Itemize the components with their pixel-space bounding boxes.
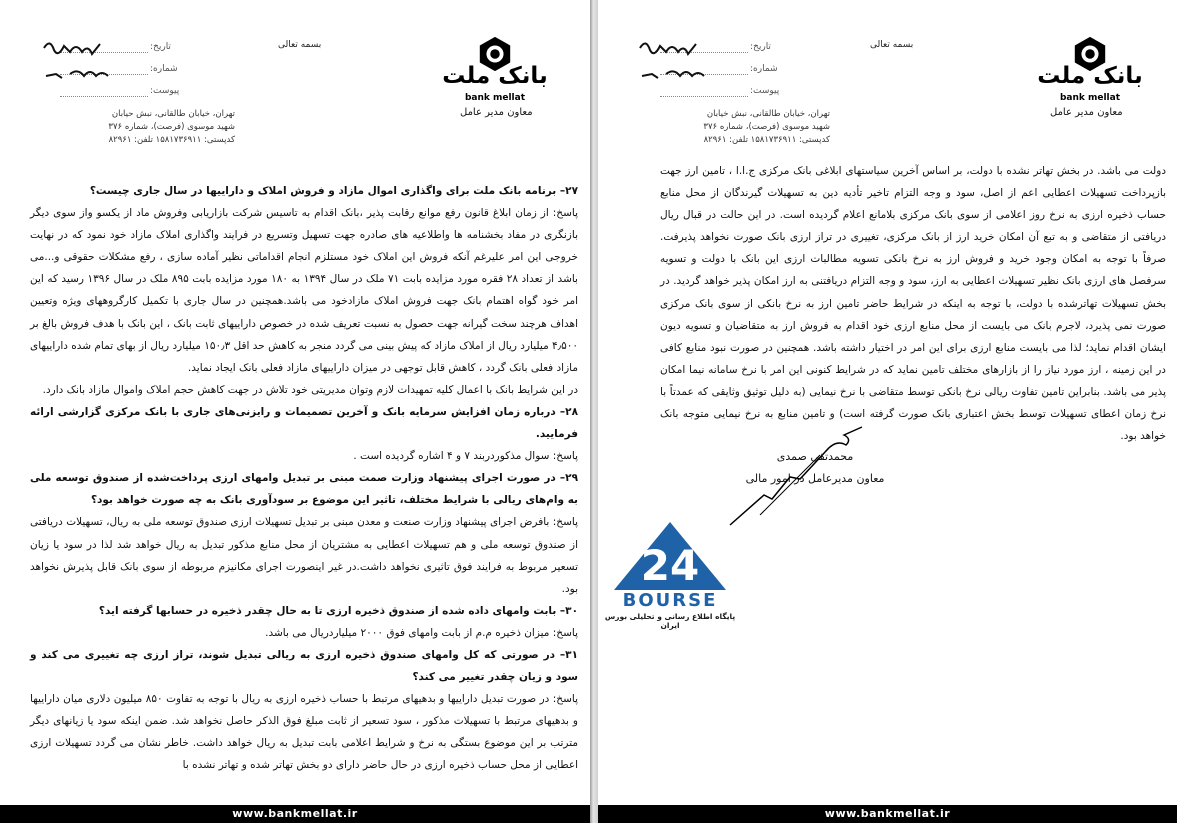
- address-line-2: شهید موسوی (فرصت)، شماره ۳۷۶: [108, 122, 235, 132]
- bank-name-en-right: bank mellat: [1059, 93, 1121, 103]
- basmala-right: بسمه تعالی: [870, 40, 914, 50]
- letter-body-left: [30, 180, 578, 777]
- address-block-right: [660, 108, 830, 147]
- address-line-3-right: کدپستی: ۱۵۸۱۷۳۶۹۱۱ تلفن: ۸۲۹۶۱: [703, 135, 830, 145]
- handwritten-reference-scribble: [40, 34, 135, 84]
- footer-url-bar: [0, 805, 590, 823]
- letter-page-right: [598, 0, 1177, 823]
- question-30: ۳۰– بابت وامهای داده شده از صندوق ذخیره ارزی تا به حال چقدر ذخیره در حسابها گرفته اید؟: [98, 604, 578, 617]
- number-label-right: شماره:: [750, 64, 778, 74]
- answer-31: پاسخ: در صورت تبدیل داراییها و بدهیهای مرتبط با حساب ذخیره ارزی به ریال با توجه به تفاوت ۸۵۰ میلیون دلاری میان داراییها و بدهیهای مرتبط با تسهیلات مذکور ، سود تسعیر از ثابت مبلغ فوق الذکر حاصل نخواهد شد. ضمن اینکه سود یا زیانهای دیگر مترتب بر این موضوع بستگی به نرخ و شرایط اعلامی بابت تبدیل به ریال خواهد داشت. خاطر نشان می گردد تسهیلات ارزی اعطایی از محل حساب ذخیره ارزی در حال حاضر دارای دو بخش تهاتر شده و تهاتر نشده با: [30, 693, 578, 772]
- bourse24-logo-mark: [610, 520, 730, 592]
- answer-30: پاسخ: میزان ذخیره م.م از بابت وامهای فوق ۲۰۰۰ میلیاردریال می باشد.: [265, 626, 578, 639]
- page-separator: [590, 0, 598, 823]
- footer-url-bar-right: [598, 805, 1177, 823]
- answer-27: پاسخ: از زمان ابلاغ قانون رفع موانع رقابت پذیر ،بانک اقدام به تاسیس شرکت بازاریابی وفروش ماد از یکسو واز سوی دیگر بازنگری در مفاد بخشنامه ها واطلاعیه های صادره جهت تسهیل وتسریع در فرایند واگذاری املاک مازاد خود نمود که در نهایت خروجی این امر علیرغم آنکه فروش این املاک خود مستلزم انجام اقداماتی نظیر آماده سازی ، رفع مشکلات حقوقی و...می باشد از تعداد ۲۸ فقره مورد مزایده بابت ۷۱ ملک در سال ۱۳۹۴ به ۱۸۰ مورد مزایده بابت ۸۹۵ ملک در سال ۱۳۹۶ رسید که این امر خود گواه اهتمام بانک جهت فروش املاک مازادخود می باشد.همچنین در سال جاری با تکمیل کارگروههای ویژه وتعیین اهداف هرچند سخت گیرانه جهت حصول به نسبت تعریف شده در خصوص داراییهای ثابت بانک ، این بانک با هدف فروش بالغ بر ۴٫۵۰۰ میلیارد ریال از املاک مازاد که پیش بینی می گردد منجر به کاهش حد اقل ۱۵۰٫۳ میلیارد ریال از بهای تمام شده داراییهای مازاد فعلی بانک گردد ، کاهش قابل توجهی در میزان داراییهای مازاد فعلی بانک ایجاد نماید.: [30, 207, 578, 374]
- question-28: ۲۸– درباره زمان افزایش سرمایه بانک و آخرین تصمیمات و رایزنی‌های جاری با بانک مرکزی گزارشی ارائه فرمایید.: [30, 405, 578, 441]
- bank-name-fa: بانک ملت: [442, 63, 548, 89]
- deputy-title: معاون مدیر عامل: [460, 107, 533, 118]
- handwritten-signature: [720, 420, 870, 535]
- bank-logo: [440, 35, 550, 105]
- question-29: ۲۹– در صورت اجرای پیشنهاد وزارت صمت مبنی بر تبدیل وامهای ارزی پرداخت‌شده از صندوق توسعه ملی به وام‌های ریالی با شرایط مختلف، تاثیر این موضوع بر سودآوری بانک به چه صورت خواهد بود؟: [30, 472, 578, 507]
- letter-body-right: [660, 160, 1166, 447]
- logo-mark-text: 24: [640, 541, 700, 590]
- answer-31-continued: دولت می باشد. در بخش تهاتر نشده با دولت، بر اساس آخرین سیاستهای ابلاغی بانک مرکزی ج.ا.ا ، تامین ارز جهت بازپرداخت تسهیلات اعطایی اعم از اصل، سود و وجه التزام تاخیر تأدیه دین به تسهیلات گیرندگان از محل منابع حساب ذخیره ارزی به نرخ روز اعلامی از سوی بانک مرکزی بلامانع اعلام گردیده است. در این حالت در قبال ریال دریافتی از متقاضی و به تبع آن امکان خرید ارز از بانک مرکزی، تغییری در تراز ارزی بانک صورت نخواهد پذیرفت. صرفاً با توجه به امکان وجود خرید و فروش ارز به نرخ بانکی تسویه مطالبات ارزی این بانک با دولت و تسویه سرفصل های ارزی بانک نظیر تسهیلات اعطایی به ارز، سود و وجه التزام دریافتنی به ارز امکان پذیر خواهد گردید. در بخش تسهیلات تهاترشده با دولت، با توجه به اینکه در شرایط حاضر تامین ارز به نرخ بانکی از سوی بانک مرکزی صورت نمی پذیرد، لاجرم بانک می بایست از محل منابع ارزی خود اقدام به فروش ارز به متقاضیان و تسویه دیون ایشان اقدام نماید؛ لذا می بایست منابع ارزی برای این امر در اختیار داشته باشد. همچنین در صورت نبود منابع کافی در این زمینه ، ارز مورد نیاز را از بازارهای مختلف تامین نماید که در شرایط کنونی این امر با نرخ سامانه نیما امکان پذیر می باشد. بنابراین تامین تفاوت ریالی نرخ بانکی توسط متقاضی با نرخ نیمایی (به دلیل توثیق وثایقی که عمدتاً با نرخ زمان اعطای تسهیلات توسط بخش اعتباری بانک صورت گرفته است) و تامین منابع به نرخ نیمایی متوجه بانک خواهد بود.: [660, 165, 1166, 443]
- watermark-name: BOURSE: [622, 590, 718, 611]
- answer-27-followup: در این شرایط بانک با اعمال کلیه تمهیدات لازم وتوان مدیریتی خود تلاش در جهت کاهش حجم املاک واموال مازاد بانک دارد.: [42, 383, 578, 396]
- question-31: ۳۱– در صورتی که کل وامهای صندوق ذخیره ارزی به ریالی تبدیل شوند، تراز ارزی چه تغییری می کند و سود و زیان چقدر تغییر می کند؟: [30, 648, 578, 684]
- answer-28: پاسخ: سوال مذکوردربند ۷ و ۴ اشاره گردیده است .: [353, 450, 578, 463]
- address-block: [65, 108, 235, 147]
- basmala: بسمه تعالی: [278, 40, 322, 50]
- attachment-line-right: [660, 96, 748, 97]
- attachment-line: [60, 96, 148, 97]
- signer-title: معاون مدیرعامل در امور مالی: [745, 472, 885, 485]
- bourse24-watermark: [600, 520, 740, 640]
- attachment-label: پیوست:: [150, 86, 180, 96]
- answer-29: پاسخ: بافرض اجرای پیشنهاد وزارت صنعت و معدن مبنی بر تبدیل تسهیلات ارزی صندوق توسعه ملی به ریال، تسهیلات دریافتی از صندوق توسعه ملی و هم تسهیلات اعطایی به مشتریان از محل منابع مذکور تبدیل به ریال خواهد شد لذا در سود یا زیان تسعیر مربوط به فرایند فوق تاثیری نخواهد داشت.در غیر اینصورت اجرای مکانیزم مربوطه از سوی بانک قابل پذیرش نخواهد بود.: [30, 516, 578, 595]
- bank-name-en: bank mellat: [464, 93, 526, 103]
- attachment-label-right: پیوست:: [750, 86, 780, 96]
- bank-logo-right: [1035, 35, 1145, 105]
- date-label-right: تاریخ:: [750, 42, 771, 52]
- handwritten-reference-scribble-right: [636, 34, 731, 84]
- bank-name-fa-right: بانک ملت: [1037, 63, 1143, 89]
- question-27: ۲۷– برنامه بانک ملت برای واگذاری اموال مازاد و فروش املاک و داراییها در سال جاری چیست؟: [89, 185, 578, 197]
- address-line-3: کدپستی: ۱۵۸۱۷۳۶۹۱۱ تلفن: ۸۲۹۶۱: [108, 135, 235, 145]
- address-line-1: تهران، خیابان طالقانی، نبش حیابان: [111, 109, 235, 119]
- watermark-caption: پایگاه اطلاع رسانی و تحلیلی بورس ایران: [604, 612, 736, 630]
- number-label: شماره:: [150, 64, 178, 74]
- footer-url[interactable]: www.bankmellat.ir: [232, 807, 358, 820]
- signer-name: محمدتقی صمدی: [776, 450, 854, 463]
- date-label: تاریخ:: [150, 42, 171, 52]
- address-line-1-right: تهران، خیابان طالقانی، نبش خیابان: [706, 109, 830, 119]
- address-line-2-right: شهید موسوی (فرصت)، شماره ۳۷۶: [703, 122, 830, 132]
- footer-url-right[interactable]: www.bankmellat.ir: [824, 807, 951, 820]
- deputy-title-right: معاون مدیر عامل: [1050, 107, 1123, 118]
